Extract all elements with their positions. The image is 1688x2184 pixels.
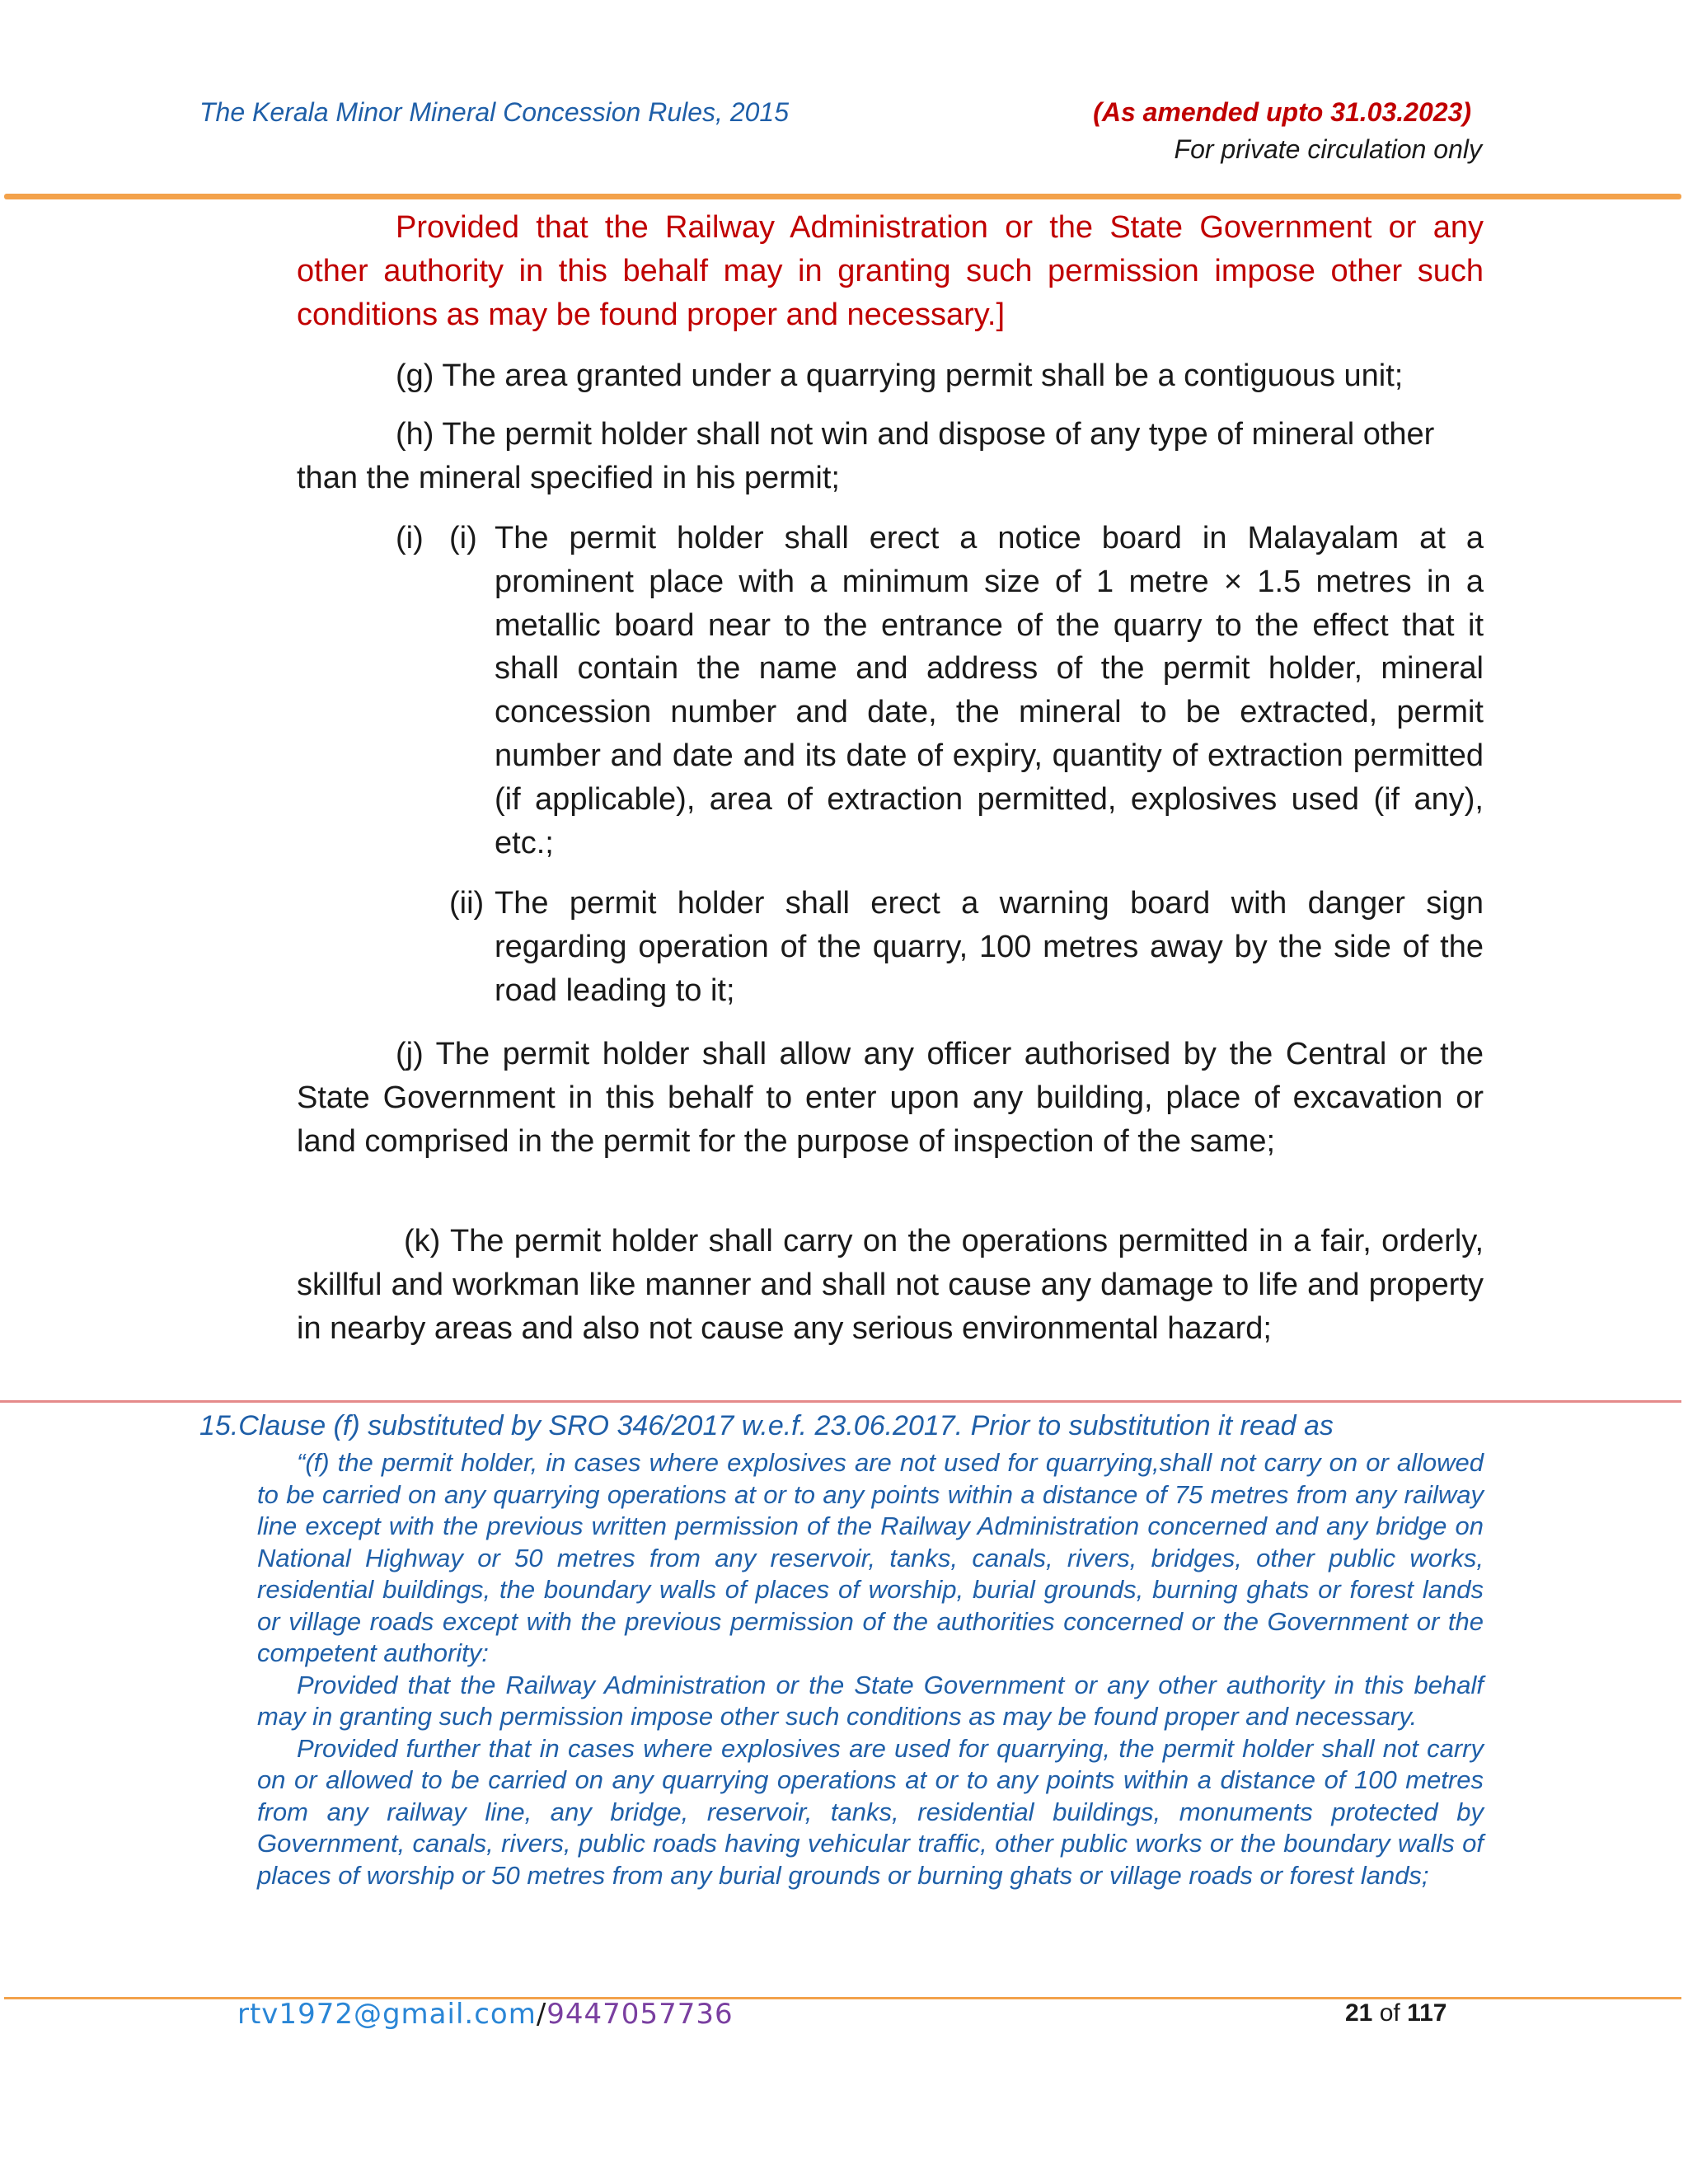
- clause-g-text: (g) The area granted under a quarrying permit shall be a contiguous unit;: [396, 359, 1404, 393]
- clause-i-sub2-label: (ii): [449, 886, 485, 921]
- clause-h: [297, 413, 1484, 500]
- private-circulation-note: For private circulation only: [1174, 134, 1482, 164]
- proviso-paragraph: [297, 206, 1484, 336]
- footnote-divider: [0, 1400, 1681, 1403]
- clause-g: [297, 354, 1484, 398]
- clause-j-text: (j) The permit holder shall allow any officer authorised by the Central or the State Government in this behalf to enter upon any building, place of excavation or land comprised in the permit for the purpose of inspection of the same;: [297, 1037, 1484, 1159]
- footer-contact: [237, 1998, 734, 2031]
- clause-h-text: (h) The permit holder shall not win and dispose of any type of mineral other than the mineral specified in his permit;: [297, 417, 1435, 495]
- clause-k: [297, 1220, 1484, 1350]
- clause-i-sub1-text: The permit holder shall erect a notice board in Malayalam at a prominent place with a minimum size of 1 metre × 1.5 metres in a metallic board near to the entrance of the quarry to the effect that it shall contain the name and address of the permit holder, mineral concession number and date, the mineral to be extracted, permit number and date and its date of expiry, quantity of extraction permitted (if applicable), area of extraction permitted, explosives used (if any), etc.;: [495, 521, 1484, 860]
- page-of: of: [1379, 1999, 1400, 2027]
- clause-k-text: (k) The permit holder shall carry on the operations permitted in a fair, orderly, skillful and workman like manner and shall not cause any damage to life and property in nearby areas and also not cause any serious environmental hazard;: [297, 1224, 1484, 1346]
- footnote-paragraph-3: Provided further that in cases where explosives are used for quarrying, the permit holder shall not carry on or allowed to be carried on any quarrying operations at or to any points within a distance of 100 metres from any railway line, any bridge, reservoir, tanks, residential buildings, monuments protected by Government, canals, rivers, public roads having vehicular traffic, other public works or the boundary walls of places of worship or 50 metres from any burial grounds or burning ghats or village roads or forest lands;: [257, 1733, 1484, 1890]
- header-divider: [4, 194, 1681, 199]
- clause-i-sub2-text: The permit holder shall erect a warning board with danger sign regarding operation of the quarry, 100 metres away by the side of the road leading to it;: [495, 886, 1484, 1008]
- footnote-paragraph-2: Provided that the Railway Administration or the State Government or any other authority in this behalf may in granting such permission impose other such conditions as may be found proper and necessary.: [257, 1670, 1484, 1731]
- footnote-body: [257, 1447, 1484, 1891]
- page-current: 21: [1345, 1999, 1373, 2027]
- page-number: [1345, 1999, 1447, 2027]
- footer-email: rtv1972@gmail.com: [237, 1998, 537, 2031]
- footer-separator: /: [536, 1998, 547, 2031]
- clause-i-label: (i): [396, 521, 424, 555]
- clause-i-sub1-label: (i): [449, 521, 477, 555]
- clause-j: [297, 1033, 1484, 1163]
- proviso-text: Provided that the Railway Administration or the State Government or any other authority in this behalf may in granting such permission impose other such conditions as may be found proper and necessary.]: [297, 210, 1484, 332]
- page-total: 117: [1407, 1999, 1447, 2027]
- document-title: The Kerala Minor Mineral Concession Rules, 2015: [199, 97, 790, 127]
- amended-note: (As amended upto 31.03.2023): [1093, 97, 1471, 127]
- footnote-paragraph-1: “(f) the permit holder, in cases where explosives are not used for quarrying,shall not carry on or allowed to be carried on any quarrying operations at or to any points within a distance of 75 metres from any railway line except with the previous written permission of the Railway Administration concerned and any bridge on National Highway or 50 metres from any reservoir, tanks, canals, rivers, bridges, other public works, residential buildings, the boundary walls of places of worship, burial grounds, burning ghats or forest lands or village roads except with the previous permission of the authorities concerned or the Government or the competent authority:: [257, 1448, 1484, 1667]
- footnote-heading: 15.Clause (f) substituted by SRO 346/2017 w.e.f. 23.06.2017. Prior to substitution it read as: [199, 1410, 1334, 1441]
- footer-phone: 9447057736: [546, 1998, 734, 2031]
